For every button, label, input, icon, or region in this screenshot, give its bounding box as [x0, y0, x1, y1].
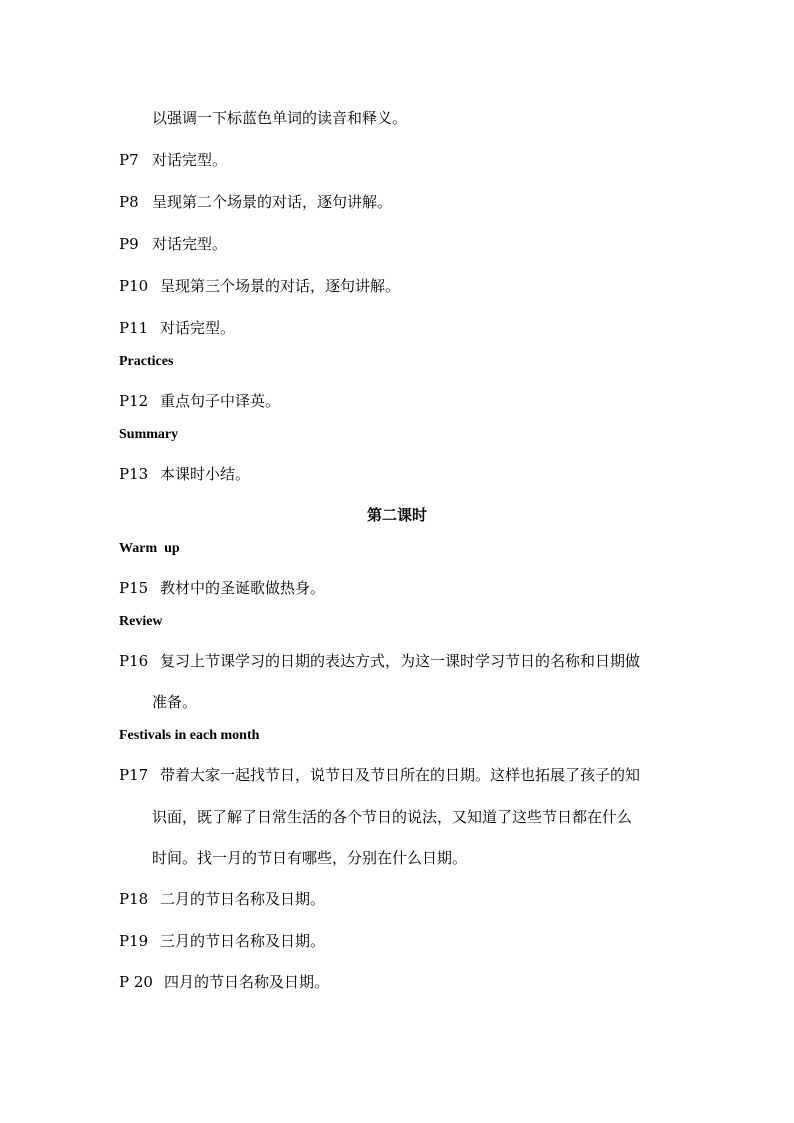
p12-label: P12	[119, 392, 149, 410]
p11-text: 对话完型。	[160, 319, 236, 337]
p8-line	[119, 192, 392, 212]
p11-label: P11	[119, 319, 149, 337]
p16-text-line-2: 准备。	[152, 693, 198, 711]
p15-label: P15	[119, 579, 149, 597]
p20-label: P 20	[119, 973, 153, 991]
p15-line	[119, 578, 325, 598]
p7-label: P7	[119, 151, 139, 169]
section-heading-festivals: Festivals in each month	[119, 728, 260, 743]
p8-label: P8	[119, 193, 139, 211]
lesson-two-title: 第二课时	[366, 506, 427, 524]
p20-line	[119, 972, 329, 992]
p11-line	[119, 318, 235, 338]
p17-label: P17	[119, 766, 149, 784]
p9-label: P9	[119, 235, 139, 253]
p7-line	[119, 150, 227, 170]
section-heading-warm-up: Warm up	[119, 541, 180, 556]
p8-text: 呈现第二个场景的对话，逐句讲解。	[152, 193, 393, 211]
p17-line	[119, 765, 640, 785]
p20-text: 四月的节日名称及日期。	[164, 973, 330, 991]
section-heading-review: Review	[119, 614, 163, 629]
p9-text: 对话完型。	[152, 235, 228, 253]
p13-label: P13	[119, 465, 149, 483]
p13-text: 本课时小结。	[160, 465, 251, 483]
p16-line	[119, 651, 640, 671]
p16-text-line-1: 复习上节课学习的日期的表达方式，为这一课时学习节日的名称和日期做	[160, 652, 641, 670]
p17-text-line-3: 时间。找一月的节日有哪些，分别在什么日期。	[152, 849, 468, 867]
p16-label: P16	[119, 652, 149, 670]
p15-text: 教材中的圣诞歌做热身。	[160, 579, 326, 597]
p10-label: P10	[119, 277, 149, 295]
p9-line	[119, 234, 227, 254]
p13-line	[119, 464, 250, 484]
p10-line	[119, 276, 400, 296]
p19-line	[119, 931, 325, 951]
section-heading-summary: Summary	[119, 427, 179, 442]
p18-line	[119, 889, 325, 909]
p12-text: 重点句子中译英。	[160, 392, 281, 410]
p17-text-line-1: 带着大家一起找节日，说节日及节日所在的日期。这样也拓展了孩子的知	[160, 766, 641, 784]
p19-label: P19	[119, 932, 149, 950]
p17-text-line-2: 识面，既了解了日常生活的各个节日的说法，又知道了这些节日都在什么	[152, 808, 633, 826]
p19-text: 三月的节日名称及日期。	[160, 932, 326, 950]
p12-line	[119, 391, 280, 411]
intro-continuation-line: 以强调一下标蓝色单词的读音和释义。	[152, 109, 408, 127]
p18-label: P18	[119, 890, 149, 908]
section-heading-practices: Practices	[119, 354, 174, 369]
p10-text: 呈现第三个场景的对话，逐句讲解。	[160, 277, 401, 295]
p18-text: 二月的节日名称及日期。	[160, 890, 326, 908]
p7-text: 对话完型。	[152, 151, 228, 169]
